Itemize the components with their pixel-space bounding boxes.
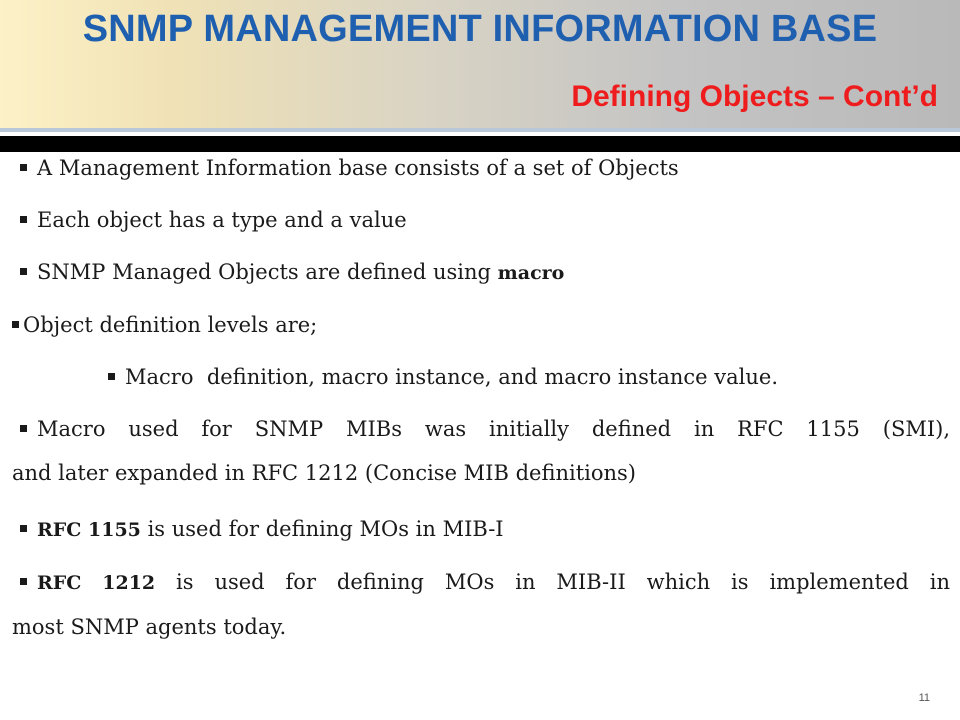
bullet-bold-text: macro bbox=[497, 262, 565, 284]
bullet-square-icon bbox=[108, 373, 115, 380]
bullet-item-4 bbox=[12, 311, 950, 339]
bullet-item-6-line-2 bbox=[12, 459, 950, 487]
slide-subtitle: Defining Objects – Cont’d bbox=[571, 80, 938, 113]
bullet-text: and later expanded in RFC 1212 (Concise MIB definitions) bbox=[12, 461, 636, 485]
bullet-square-icon bbox=[12, 321, 19, 328]
bullet-text: SNMP Managed Objects are defined using bbox=[37, 260, 498, 284]
header-divider bbox=[0, 128, 960, 132]
bullet-item-3 bbox=[20, 258, 950, 287]
bullet-text: Each object has a type and a value bbox=[37, 208, 407, 232]
bullet-item-2 bbox=[20, 206, 950, 234]
bullet-square-icon bbox=[20, 525, 27, 532]
bullet-square-icon bbox=[20, 578, 27, 585]
bullet-item-1 bbox=[20, 154, 950, 182]
bullet-square-icon bbox=[20, 268, 27, 275]
bullet-bold-text: RFC 1212 bbox=[37, 572, 156, 594]
bullet-square-icon bbox=[20, 216, 27, 223]
bullet-text: Object definition levels are; bbox=[23, 313, 318, 337]
black-divider-bar bbox=[0, 136, 960, 152]
bullet-item-8-line-2 bbox=[12, 613, 950, 641]
sub-bullet-item bbox=[108, 363, 950, 391]
bullet-item-8-line-1 bbox=[12, 568, 950, 597]
bullet-text: is used for defining MOs in MIB-II which is implemented in bbox=[155, 570, 950, 594]
bullet-square-icon bbox=[20, 425, 27, 432]
bullet-text: A Management Information base consists of a set of Objects bbox=[37, 156, 679, 180]
bullet-text: Macro definition, macro instance, and macro instance value. bbox=[125, 365, 779, 389]
bullet-text: Macro used for SNMP MIBs was initially defined in RFC 1155 (SMI), bbox=[37, 417, 950, 441]
page-number: 11 bbox=[918, 692, 930, 704]
bullet-item-7 bbox=[20, 515, 950, 544]
bullet-square-icon bbox=[20, 164, 27, 171]
bullet-item-6-line-1 bbox=[12, 415, 950, 443]
bullet-text: most SNMP agents today. bbox=[12, 615, 287, 639]
slide-body bbox=[12, 152, 950, 639]
bullet-bold-text: RFC 1155 bbox=[37, 519, 141, 541]
bullet-text: is used for defining MOs in MIB-I bbox=[140, 517, 504, 541]
slide-title: SNMP MANAGEMENT INFORMATION BASE bbox=[82, 8, 878, 50]
